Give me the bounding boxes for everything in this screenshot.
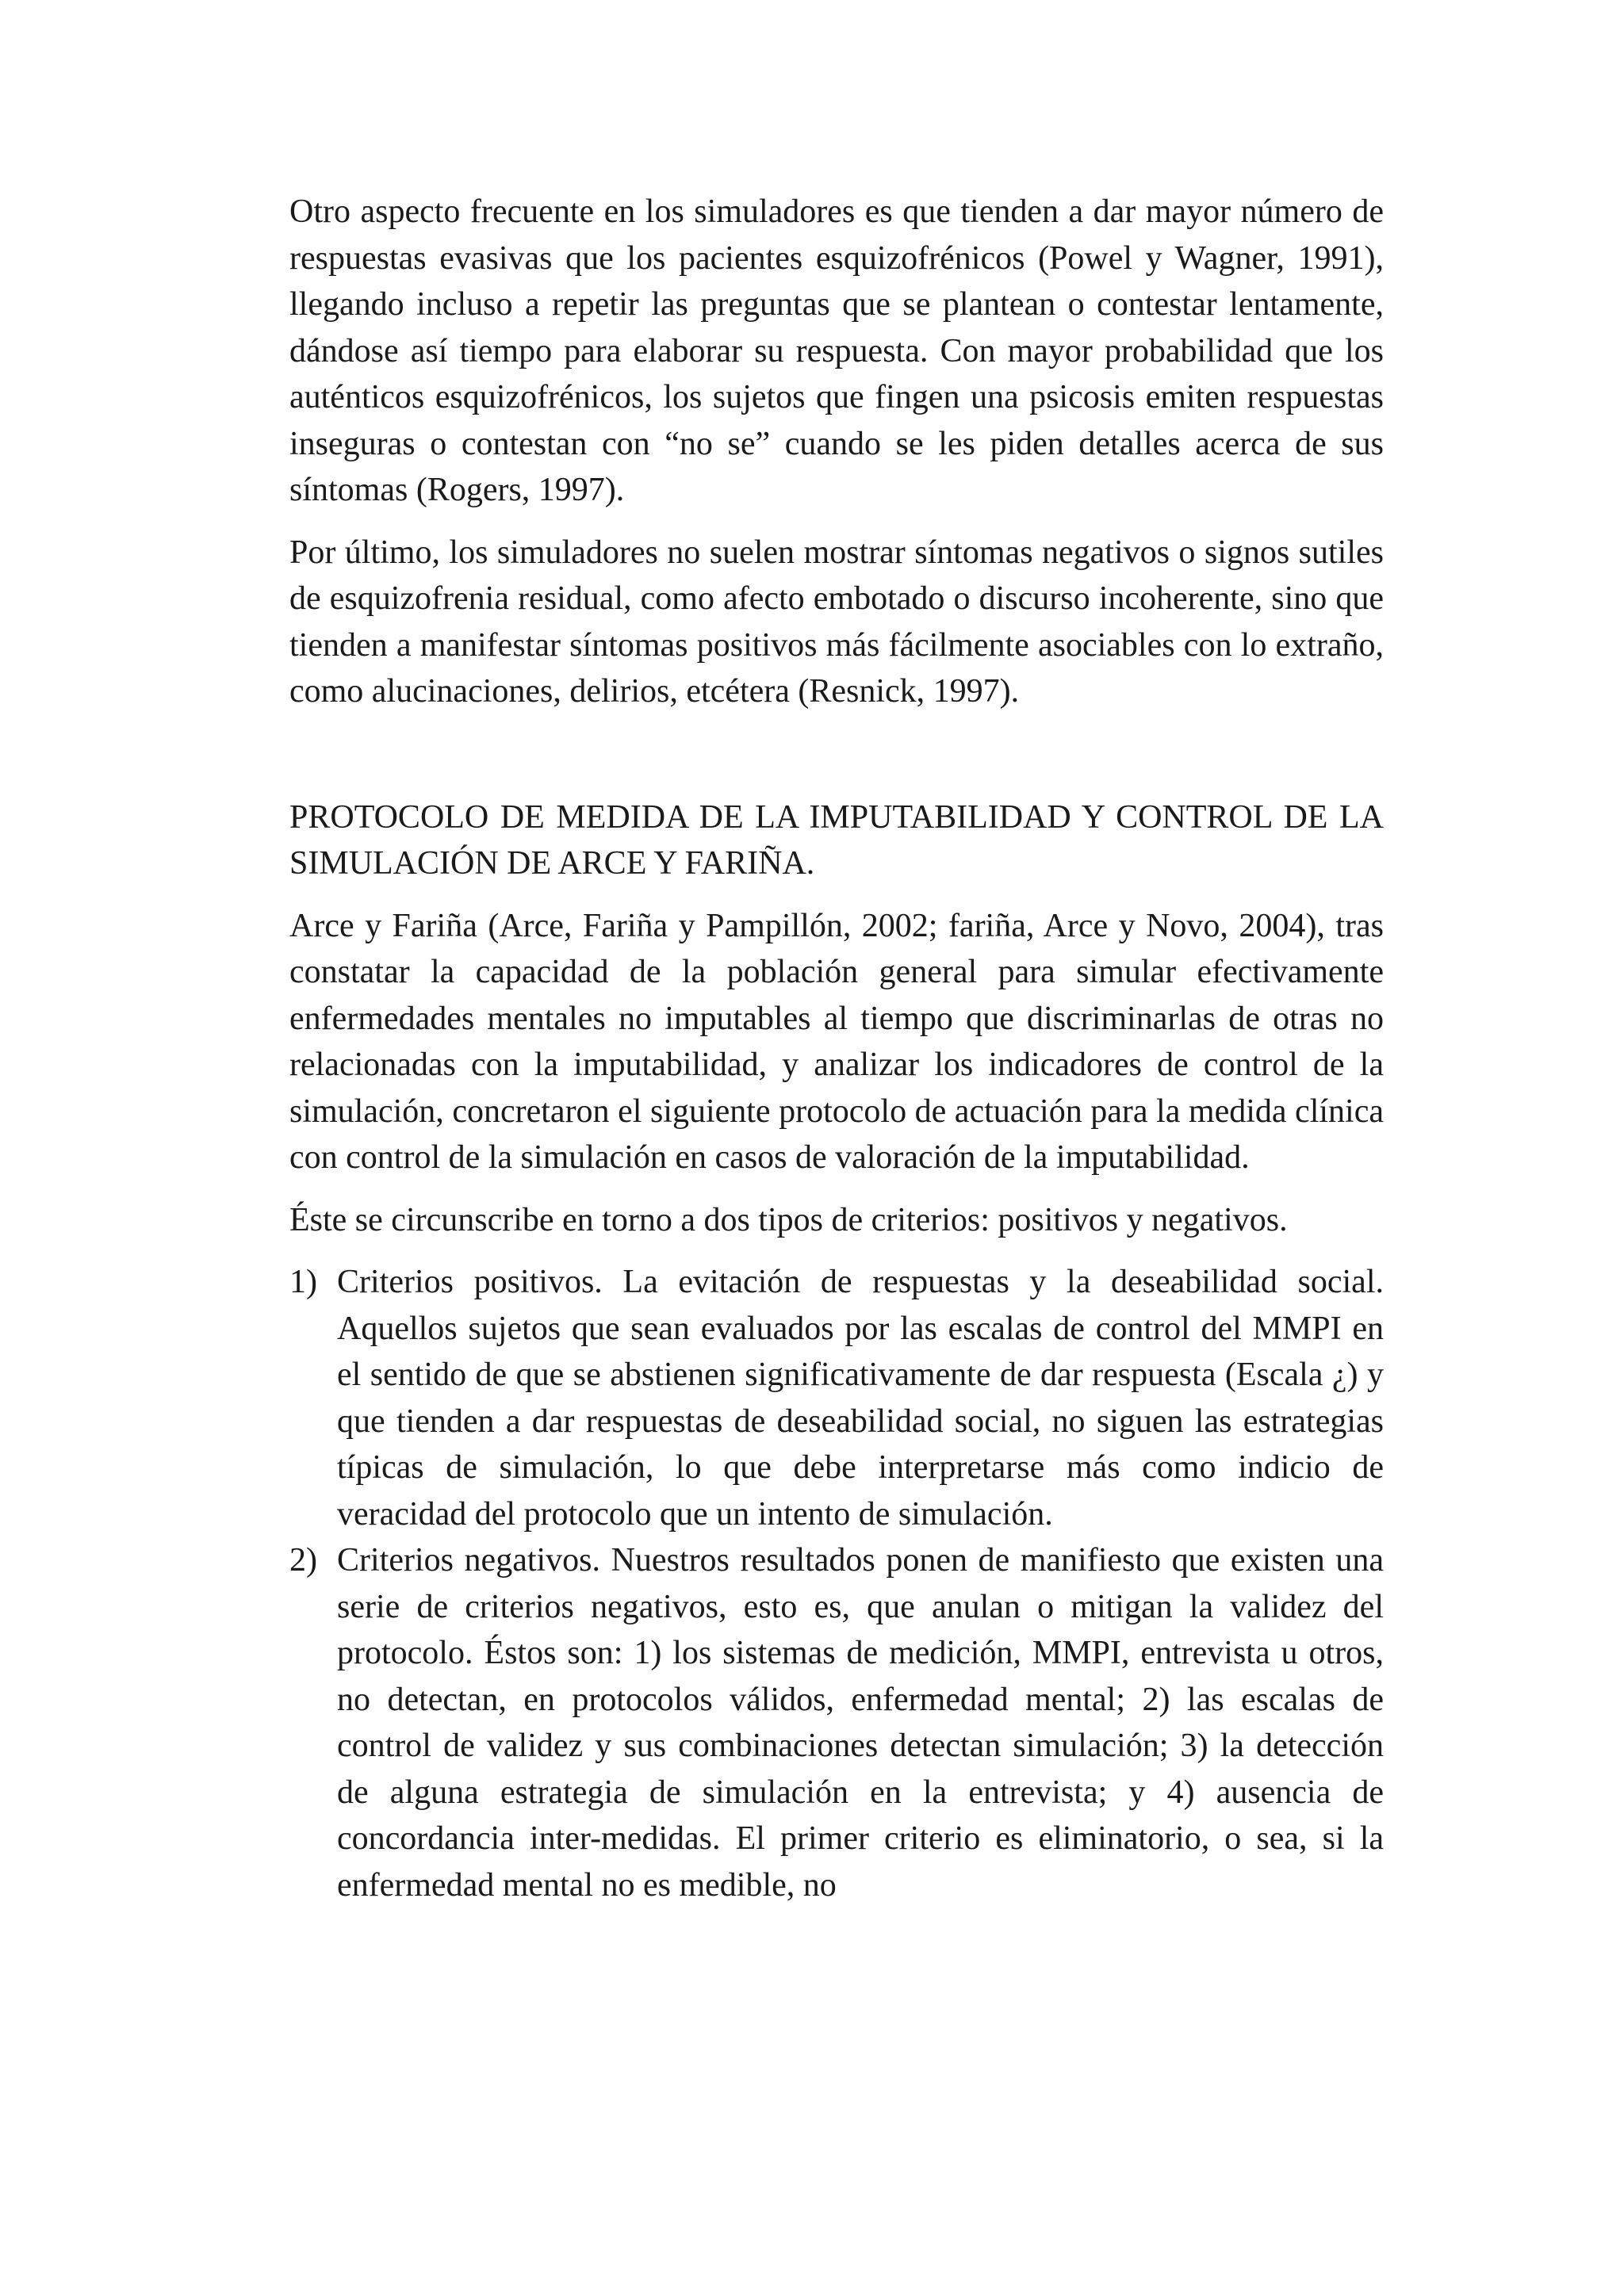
criteria-list: [289, 1259, 1384, 1908]
list-item-number: 1): [289, 1264, 317, 1300]
list-item-text: Criterios positivos. La evitación de respuestas y la deseabilidad social. Aquellos sujetos que sean evaluados por las escalas de control del MMPI en el sentido de que se abstienen significativamente de dar respuesta (Escala ¿) y que tienden a dar respuestas de deseabilidad social, no siguen las estrategias típicas de simulación, lo que debe interpretarse más como indicio de veracidad del protocolo que un intento de simulación.: [337, 1264, 1384, 1533]
document-page: [289, 189, 1384, 1908]
list-item: [289, 1537, 1384, 1908]
paragraph-simulators-negative-symptoms: Por último, los simuladores no suelen mostrar síntomas negativos o signos sutiles de esquizofrenia residual, como afecto embotado o discurso incoherente, sino que tienden a manifestar síntomas positivos más fácilmente asociables con lo extraño, como alucinaciones, delirios, etcétera (Resnick, 1997).: [289, 534, 1384, 710]
section-heading: PROTOCOLO DE MEDIDA DE LA IMPUTABILIDAD Y CONTROL DE LA SIMULACIÓN DE ARCE Y FARIÑA.: [289, 798, 1384, 882]
list-item: [289, 1259, 1384, 1537]
list-item-number: 2): [289, 1542, 317, 1578]
paragraph-arce-farina: Arce y Fariña (Arce, Fariña y Pampillón, 2002; fariña, Arce y Novo, 2004), tras constatar la capacidad de la población general para simular efectivamente enfermedades mentales no imputables al tiempo que discriminarlas de otras no relacionadas con la imputabilidad, y analizar los indicadores de control de la simulación, concretaron el siguiente protocolo de actuación para la medida clínica con control de la simulación en casos de valoración de la imputabilidad.: [289, 907, 1384, 1176]
paragraph-criteria-intro: Éste se circunscribe en torno a dos tipos de criterios: positivos y negativos.: [289, 1201, 1288, 1238]
list-item-text: Criterios negativos. Nuestros resultados ponen de manifiesto que existen una serie de criterios negativos, esto es, que anulan o mitigan la validez del protocolo. Éstos son: 1) los sistemas de medición, MMPI, entrevista u otros, no detectan, en protocolos válidos, enfermedad mental; 2) las escalas de control de validez y sus combinaciones detectan simulación; 3) la detección de alguna estrategia de simulación en la entrevista; y 4) ausencia de concordancia inter-medidas. El primer criterio es eliminatorio, o sea, si la enfermedad mental no es medible, no: [337, 1542, 1384, 1904]
paragraph-simulators-evasive: Otro aspecto frecuente en los simuladores es que tienden a dar mayor número de respuestas evasivas que los pacientes esquizofrénicos (Powel y Wagner, 1991), llegando incluso a repetir las preguntas que se plantean o contestar lentamente, dándose así tiempo para elaborar su respuesta. Con mayor probabilidad que los auténticos esquizofrénicos, los sujetos que fingen una psicosis emiten respuestas inseguras o contestan con “no se” cuando se les piden detalles acerca de sus síntomas (Rogers, 1997).: [289, 193, 1384, 508]
